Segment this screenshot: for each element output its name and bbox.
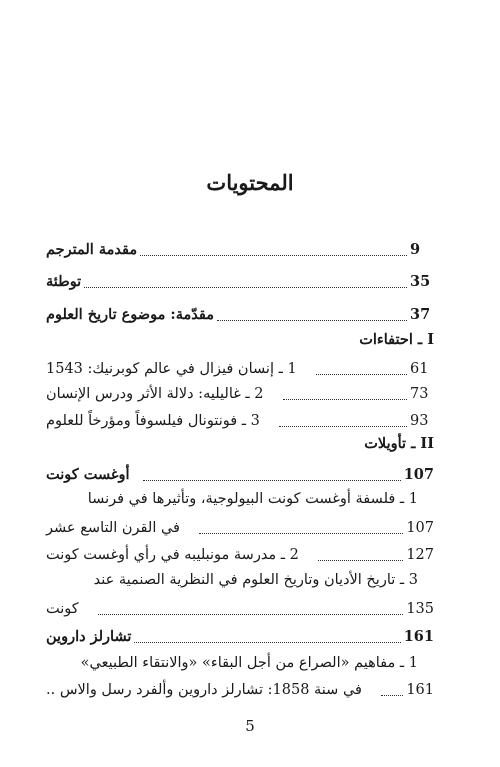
- section-heading: I ـ احتفاءات: [359, 331, 434, 348]
- toc-entry-page: 161: [403, 628, 434, 645]
- toc-entry-title: في القرن التاسع عشر: [46, 520, 180, 536]
- dot-leader: [217, 319, 407, 321]
- dot-leader: [84, 286, 407, 288]
- dot-leader: [381, 694, 403, 696]
- dot-leader: [318, 559, 403, 561]
- toc-entry-page: 61: [410, 361, 429, 377]
- toc-entry-title: مقدّمة: موضوع تاريخ العلوم: [46, 306, 215, 323]
- toc-entry: [46, 382, 434, 406]
- page-number: 5: [245, 717, 255, 735]
- toc-entry-line: [46, 568, 434, 592]
- toc-entry-line: [46, 651, 434, 675]
- dot-leader: [134, 641, 400, 643]
- toc-entry: [46, 238, 434, 262]
- dot-leader: [140, 254, 407, 256]
- toc-entry-title: 2 ـ غاليليه: دلالة الأثر ودرس الإنسان: [46, 386, 264, 402]
- toc-entry-title: 3 ـ فونتونال فيلسوفاً ومؤرخاً للعلوم: [46, 413, 260, 429]
- toc-entry: [46, 463, 434, 487]
- toc-entry: [46, 543, 434, 567]
- toc-entry-title: 3 ـ تاريخ الأديان وتاريخ العلوم في النظرية الصنمية عند: [93, 572, 418, 588]
- toc-entry-page: 93: [410, 413, 429, 429]
- toc-entry-page: 107: [406, 520, 434, 536]
- toc-entry-title: 1 ـ مفاهيم «الصراع من أجل البقاء» «والانتقاء الطبيعي»: [80, 655, 418, 671]
- toc-entry-page: 127: [406, 547, 434, 563]
- toc-entry-page: 73: [410, 386, 429, 402]
- toc-entry-title: 1 ـ إنسان فيزال في عالم كوبرنيك: 1543: [46, 361, 297, 377]
- dot-leader: [98, 613, 404, 615]
- toc-entry: [46, 625, 434, 649]
- toc-entry-title: 1 ـ فلسفة أوغست كونت البيولوجية، وتأثيرها في فرنسا: [87, 491, 418, 507]
- toc-entry-page: 9: [410, 241, 421, 258]
- toc-entry-title: تشارلز داروين: [46, 628, 132, 645]
- toc-entry-page: 37: [410, 306, 431, 323]
- toc-entry: [46, 597, 434, 621]
- toc-entry: [46, 409, 434, 433]
- toc-entry-title: 2 ـ مدرسة مونبليبه في رأي أوغست كونت: [46, 547, 299, 563]
- toc-entry-title: أوغست كونت: [46, 466, 130, 483]
- toc-entry-page: 135: [406, 601, 434, 617]
- dot-leader: [316, 373, 407, 375]
- toc-entry-page: 107: [403, 466, 434, 483]
- toc-entry-page: 35: [410, 273, 431, 290]
- dot-leader: [199, 532, 403, 534]
- toc-entry: [46, 357, 434, 381]
- toc-entry: [46, 678, 434, 702]
- section-heading: II ـ تأويلات: [364, 435, 434, 452]
- toc-entry: [46, 303, 434, 327]
- dot-leader: [279, 425, 407, 427]
- toc-entry-title: توطئة: [46, 273, 82, 290]
- toc-entry-page: 161: [406, 682, 434, 698]
- page-title: المحتويات: [206, 170, 294, 195]
- toc-entry-line: [46, 487, 434, 511]
- toc-entry: [46, 270, 434, 294]
- toc-entry: [46, 516, 434, 540]
- dot-leader: [283, 398, 407, 400]
- toc-entry-title: في سنة 1858: تشارلز داروين وألفرد رسل والاس ..: [46, 682, 362, 698]
- dot-leader: [143, 479, 401, 481]
- toc-entry-title: كونت: [46, 601, 79, 617]
- toc-entry-title: مقدمة المترجم: [46, 241, 138, 258]
